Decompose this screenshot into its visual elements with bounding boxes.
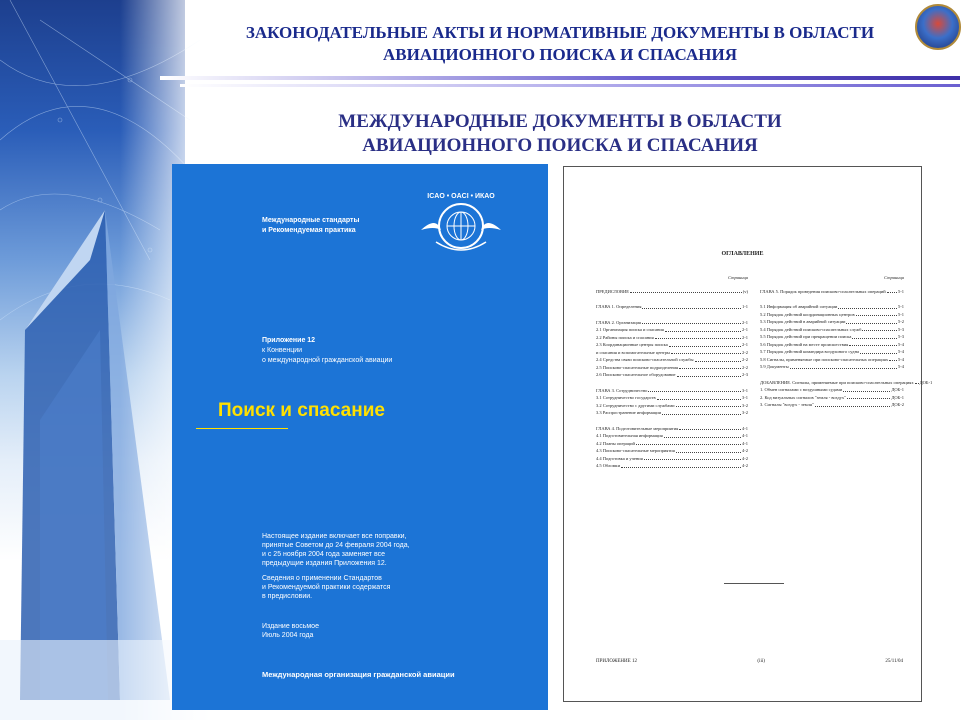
toc-entry [596,365,748,371]
cover-annex-line-2: к Конвенции [262,347,303,354]
toc-entry-page: 2-1 [742,342,748,347]
toc-entry-leader [862,327,897,332]
toc-entry [760,342,904,348]
toc-footer [596,659,903,664]
cover-title-underline [196,428,288,429]
cover-info-line-2: и Рекомендуемой практики содержатся [262,584,391,591]
toc-gap [596,418,748,426]
toc-entry-title: 5.1 Информация об аварийной ситуации [760,304,838,309]
toc-entry [760,395,904,401]
toc-entry [596,335,748,341]
toc-entry-title: 5.5 Порядок действий при прекращении поиска [760,334,852,339]
title-line-1: ЗАКОНОДАТЕЛЬНЫЕ АКТЫ И НОРМАТИВНЫЕ ДОКУМЕНТЫ В ОБЛАСТИ [245,23,875,42]
cover-edition-line-1: Издание восьмое [262,623,319,630]
toc-entry-page: 4-1 [742,440,748,446]
toc-entry [760,312,904,318]
toc-entry-title: 4.4 Подготовка и учения [596,455,643,461]
toc-entry-leader [847,395,890,400]
toc-entry [596,304,748,310]
toc-left-column [596,275,748,471]
toc-entry-leader [856,312,897,317]
toc-footer-right: 25/11/04 [885,659,903,664]
toc-entry-page: 2-1 [742,319,748,325]
toc-entry-page: 5-4 [898,349,904,354]
toc-entry-title: 3.2 Сотрудничество с другими службами [596,402,675,408]
cover-standards-line-2: и Рекомендуемая практика [262,227,356,234]
toc-entry-page: ДОБ-2 [891,402,904,407]
annex-12-cover [172,164,548,710]
toc-entry-title: 4.3 Поисково-спасательные мероприятия [596,448,675,453]
toc-entry [760,357,904,363]
toc-entry-leader [664,433,741,438]
toc-entry-leader [669,342,741,347]
toc-footer-left: ПРИЛОЖЕНИЕ 12 [596,659,637,664]
toc-entry-title: 3.1 Сотрудничество государств [596,395,656,400]
toc-entry-leader [679,365,741,370]
toc-entry-page: 4-2 [742,455,748,461]
toc-entry [596,327,748,333]
toc-entry-title: 5.6 Порядок действий на месте происшествия [760,341,849,347]
cover-main-title: Поиск и спасание [218,400,385,421]
toc-entry-title: ГЛАВА 2. Организация [596,319,641,325]
toc-entry-title: 3.3 Распространение информации [596,410,662,415]
toc-entry-title: ГЛАВА 5. Порядок проведения поисково-спасательных операций [760,288,886,294]
toc-entry-title: 1. Обмен сигналами с воздушными судами [760,387,843,392]
section-subtitle [220,110,900,158]
toc-entry-leader [915,380,919,385]
toc-entry-leader [843,387,890,392]
toc-separator [724,583,784,584]
toc-entry-page: 5-3 [898,326,904,332]
toc-entry-leader [676,448,741,453]
toc-entry-leader [849,342,897,347]
toc-entry-title: 5.4 Порядок действий поисково-спасательных служб [760,326,862,332]
toc-entry-leader [636,441,741,446]
subtitle-line-1: МЕЖДУНАРОДНЫЕ ДОКУМЕНТЫ В ОБЛАСТИ [338,111,782,132]
toc-entry-page: 5-4 [898,364,904,369]
toc-entry-page: 4-1 [742,425,748,431]
toc-entry [596,350,748,356]
toc-entry-title: 4.2 Планы операций [596,440,635,446]
toc-entry [596,372,748,378]
toc-entry-page: 4-2 [742,463,748,468]
toc-entry-page: (v) [742,288,748,294]
toc-entry-page: 5-2 [898,319,904,324]
toc-entry [596,395,748,401]
header-rule [160,76,960,80]
toc-footer-center: (iii) [757,659,765,664]
toc-entry-title: ГЛАВА 4. Подготовительные мероприятия [596,425,679,431]
toc-entry-leader [846,319,897,324]
toc-entry-leader [695,357,741,362]
toc-entry [760,327,904,333]
table-of-contents-page [563,166,933,702]
toc-left-rows [596,289,748,469]
subtitle-line-2: АВИАЦИОННОГО ПОИСКА И СПАСАНИЯ [362,135,758,156]
toc-entry-leader [852,334,897,339]
toc-entry-title: 4.1 Подготовительная информация [596,433,663,438]
toc-entry-leader [677,372,741,377]
title-line-2: АВИАЦИОННОГО ПОИСКА И СПАСАНИЯ [383,45,737,64]
cover-organization: Международная организация гражданской авиации [262,670,455,679]
cover-standards-line-1: Международные стандарты [262,217,360,224]
toc-entry [596,289,748,295]
cover-note-line-1: Настоящее издание включает все поправки, [262,533,407,540]
toc-entry-title: ПРЕДИСЛОВИЕ [596,288,630,294]
toc-entry [760,289,904,295]
toc-entry-leader [838,304,897,309]
toc-entry-page: 5-3 [898,334,904,339]
toc-entry [760,387,904,393]
toc-entry [596,456,748,462]
toc-entry-title: 2.3 Координационные центры поиска [596,342,668,347]
toc-entry-title: 5.2 Порядок действий координационных центров [760,311,855,317]
toc-entry-leader [815,402,891,407]
toc-entry-page: 3-1 [742,387,748,393]
rescue-service-emblem-icon [915,4,961,50]
toc-entry [760,349,904,355]
toc-entry-leader [887,289,897,294]
toc-entry [596,357,748,363]
toc-entry-page: 2-1 [742,334,748,340]
toc-entry [596,426,748,432]
cover-note-line-4: предыдущие издания Приложения 12. [262,560,387,567]
toc-entry-title: 2.6 Поисково-спасательное оборудование [596,372,676,377]
toc-entry-title: 4.5 Обломки [596,463,621,468]
cover-note-line-3: и с 25 ноября 2004 года заменяет все [262,551,386,558]
toc-entry-page: 3-1 [742,395,748,400]
toc-entry [596,448,748,454]
toc-page-label-left: Страница [728,275,748,280]
toc-entry-page: 5-1 [898,304,904,309]
header-rule-secondary [180,84,960,87]
toc-entry [760,304,904,310]
cover-note-line-2: принятые Советом до 24 февраля 2004 года, [262,542,410,549]
toc-entry-page: 5-4 [898,356,904,362]
toc-page-label-right: Страница [884,275,904,280]
toc-entry-leader [790,364,897,369]
toc-entry-leader [679,426,741,431]
cover-annex-line-3: о международной гражданской авиации [262,357,393,364]
toc-entry-page: 2-1 [742,327,748,332]
toc-entry-leader [644,456,741,461]
icao-logo-icon [416,186,506,262]
toc-entry-title: 2.2 Районы поиска и спасания [596,334,654,340]
toc-entry-title: 5.9 Документы [760,364,789,369]
toc-gap [760,296,904,304]
toc-entry-page: ДОБ-1 [891,387,904,392]
toc-entry-leader [860,349,897,354]
toc-gap [596,296,748,304]
toc-entry-page: 2-2 [742,364,748,370]
toc-entry-page: 3-2 [742,410,748,415]
toc-gap [596,312,748,320]
cover-annex-line-1: Приложение 12 [262,337,316,344]
toc-entry-title: 5.3 Порядок действий в аварийной ситуации [760,319,846,324]
toc-entry [760,364,904,370]
toc-entry [596,441,748,447]
cover-info-line-3: в предисловии. [262,593,313,600]
toc-right-rows [760,288,933,408]
toc-entry-page: 5-4 [898,341,904,347]
toc-entry-page: 4-2 [742,448,748,453]
toc-entry-leader [648,388,741,393]
toc-entry-page: 2-3 [742,372,748,377]
toc-entry-leader [657,395,741,400]
toc-entry-page: ДОБ-1 [891,394,904,400]
toc-entry-leader [665,327,741,332]
toc-entry [596,320,748,326]
toc-entry-page: 5-1 [898,311,904,317]
toc-entry-title: 2. Код визуальных сигналов "земля - воздух" [760,394,846,400]
toc-entry-leader [642,320,741,325]
toc-entry-leader [671,350,741,355]
cover-edition-line-2: Июль 2004 года [262,632,314,639]
toc-entry [760,319,904,325]
toc-entry-page: 1-1 [742,304,748,309]
toc-entry-leader [621,463,741,468]
toc-entry-title: 5.7 Порядок действий командира воздушного судна [760,349,859,354]
toc-entry [760,379,933,386]
toc-entry [596,388,748,394]
toc-entry [596,433,748,439]
toc-entry-leader [630,289,742,294]
toc-entry [596,403,748,409]
page-title [180,22,940,66]
toc-entry-title: 2.1 Организация поиска и спасания [596,327,664,332]
toc-gap [760,372,904,380]
toc-entry-title: и спасания и вспомогательные центры [596,349,670,355]
toc-entry-page: 2-2 [742,357,748,362]
toc-entry-title: ГЛАВА 1. Определения [596,304,642,309]
toc-entry-title: ДОБАВЛЕНИЕ. Сигналы, применяемые при поисково-спасательных операциях [760,379,914,385]
toc-entry [596,342,748,348]
toc-entry [596,463,748,469]
toc-entry-leader [889,357,897,362]
toc-entry-leader [676,403,741,408]
toc-entry-page: ДОБ-1 [919,379,933,385]
toc-entry-page: 4-1 [742,433,748,438]
toc-entry [760,334,904,340]
toc-entry-title: 5.8 Сигналы, применяемые при поисково-спасательных операциях [760,356,889,362]
toc-title: ОГЛАВЛЕНИЕ [721,251,764,257]
cover-info-line-1: Сведения о применении Стандартов [262,575,382,582]
toc-entry [596,410,748,416]
toc-entry-title: 2.5 Поисково-спасательные подразделения [596,364,679,370]
icao-logo-text: ICAO • OACI • ИКАО [427,193,495,200]
toc-entry-title: 3. Сигналы "воздух - земля" [760,402,814,407]
toc-entry-leader [662,410,741,415]
toc-right-column [760,275,933,410]
toc-entry-page: 5-1 [898,288,904,294]
toc-entry-title: ГЛАВА 3. Сотрудничество [596,387,648,393]
toc-entry-title: 2.4 Средства связи поисково-спасательной службы [596,357,694,362]
toc-entry-page: 2-2 [742,349,748,355]
toc-entry-leader [642,304,741,309]
toc-entry-leader [655,335,741,340]
toc-gap [596,380,748,388]
toc-entry-page: 3-2 [742,402,748,408]
toc-entry [760,402,904,408]
